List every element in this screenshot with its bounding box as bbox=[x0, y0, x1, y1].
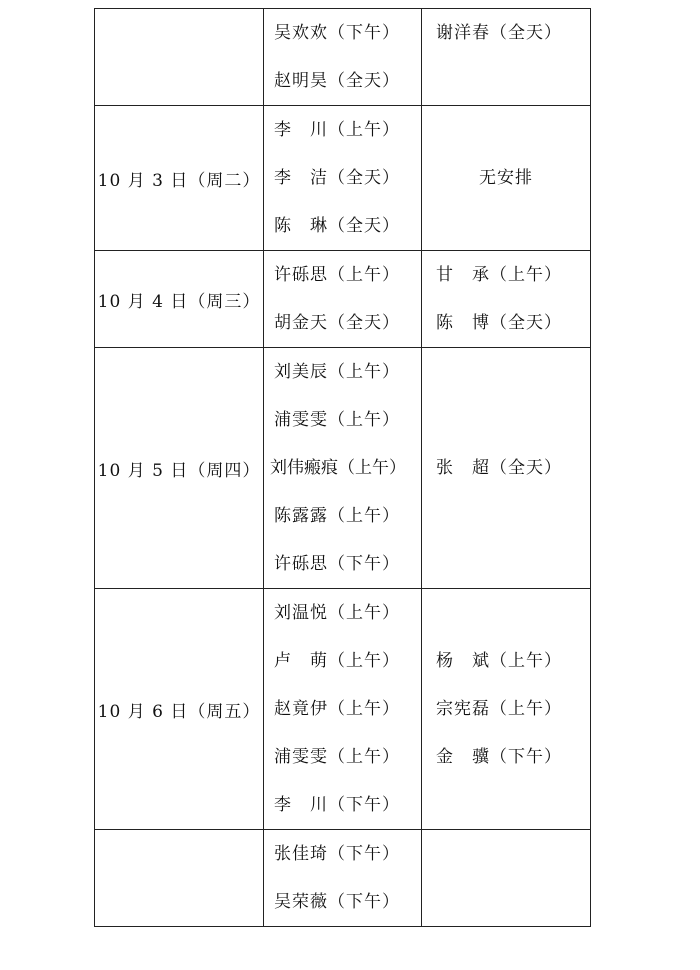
staff-entry: 许砾思（下午） bbox=[274, 554, 400, 574]
staff-entry: 赵竟伊（上午） bbox=[274, 699, 400, 719]
staff-entry: 吴荣薇（下午） bbox=[274, 892, 400, 912]
table-row bbox=[95, 251, 591, 348]
assignment-cell bbox=[422, 251, 591, 348]
assignment-entry: 张 超（全天） bbox=[436, 458, 562, 478]
date-cell: 10 月 6 日（周五） bbox=[95, 589, 264, 830]
staff-cell bbox=[264, 106, 422, 251]
staff-entry: 赵明昊（全天） bbox=[274, 71, 400, 91]
assignment-cell bbox=[422, 106, 591, 251]
date-cell: 10 月 5 日（周四） bbox=[95, 348, 264, 589]
date-cell: 10 月 3 日（周二） bbox=[95, 106, 264, 251]
staff-entry: 胡金天（全天） bbox=[274, 313, 400, 333]
staff-entry: 浦雯雯（上午） bbox=[274, 410, 400, 430]
staff-entry: 刘伟瘢痕（上午） bbox=[270, 458, 406, 478]
staff-entry: 李 川（下午） bbox=[274, 795, 400, 815]
staff-cell bbox=[264, 830, 422, 927]
staff-entry: 许砾思（上午） bbox=[274, 265, 400, 285]
date-cell: 10 月 4 日（周三） bbox=[95, 251, 264, 348]
staff-entry: 卢 萌（上午） bbox=[274, 651, 400, 671]
staff-entry: 李 洁（全天） bbox=[274, 168, 400, 188]
assignment-entry: 无安排 bbox=[479, 168, 533, 188]
staff-cell bbox=[264, 9, 422, 106]
date-cell bbox=[95, 830, 264, 927]
staff-entry: 吴欢欢（下午） bbox=[274, 23, 400, 43]
assignment-entry: 甘 承（上午） bbox=[436, 265, 562, 285]
assignment-entry: 陈 博（全天） bbox=[436, 313, 562, 333]
table-row bbox=[95, 830, 591, 927]
assignment-cell bbox=[422, 348, 591, 589]
assignment-cell bbox=[422, 9, 591, 106]
assignment-cell bbox=[422, 830, 591, 927]
staff-cell bbox=[264, 589, 422, 830]
staff-entry: 陈露露（上午） bbox=[274, 506, 400, 526]
staff-entry: 刘美辰（上午） bbox=[274, 362, 400, 382]
staff-entry: 陈 琳（全天） bbox=[274, 216, 400, 236]
assignment-entry: 杨 斌（上午） bbox=[436, 651, 562, 671]
table-row bbox=[95, 9, 591, 106]
table-row bbox=[95, 348, 591, 589]
assignment-entry: 宗宪磊（上午） bbox=[436, 699, 562, 719]
staff-entry: 浦雯雯（上午） bbox=[274, 747, 400, 767]
schedule-table bbox=[94, 8, 591, 927]
date-cell bbox=[95, 9, 264, 106]
staff-entry: 张佳琦（下午） bbox=[274, 844, 400, 864]
assignment-entry: 谢洋春（全天） bbox=[436, 23, 562, 43]
table-row bbox=[95, 589, 591, 830]
table-row bbox=[95, 106, 591, 251]
staff-cell bbox=[264, 251, 422, 348]
staff-cell bbox=[264, 348, 422, 589]
staff-entry: 李 川（上午） bbox=[274, 120, 400, 140]
assignment-cell bbox=[422, 589, 591, 830]
assignment-entry: 金 骥（下午） bbox=[436, 747, 562, 767]
staff-entry: 刘温悦（上午） bbox=[274, 603, 400, 623]
